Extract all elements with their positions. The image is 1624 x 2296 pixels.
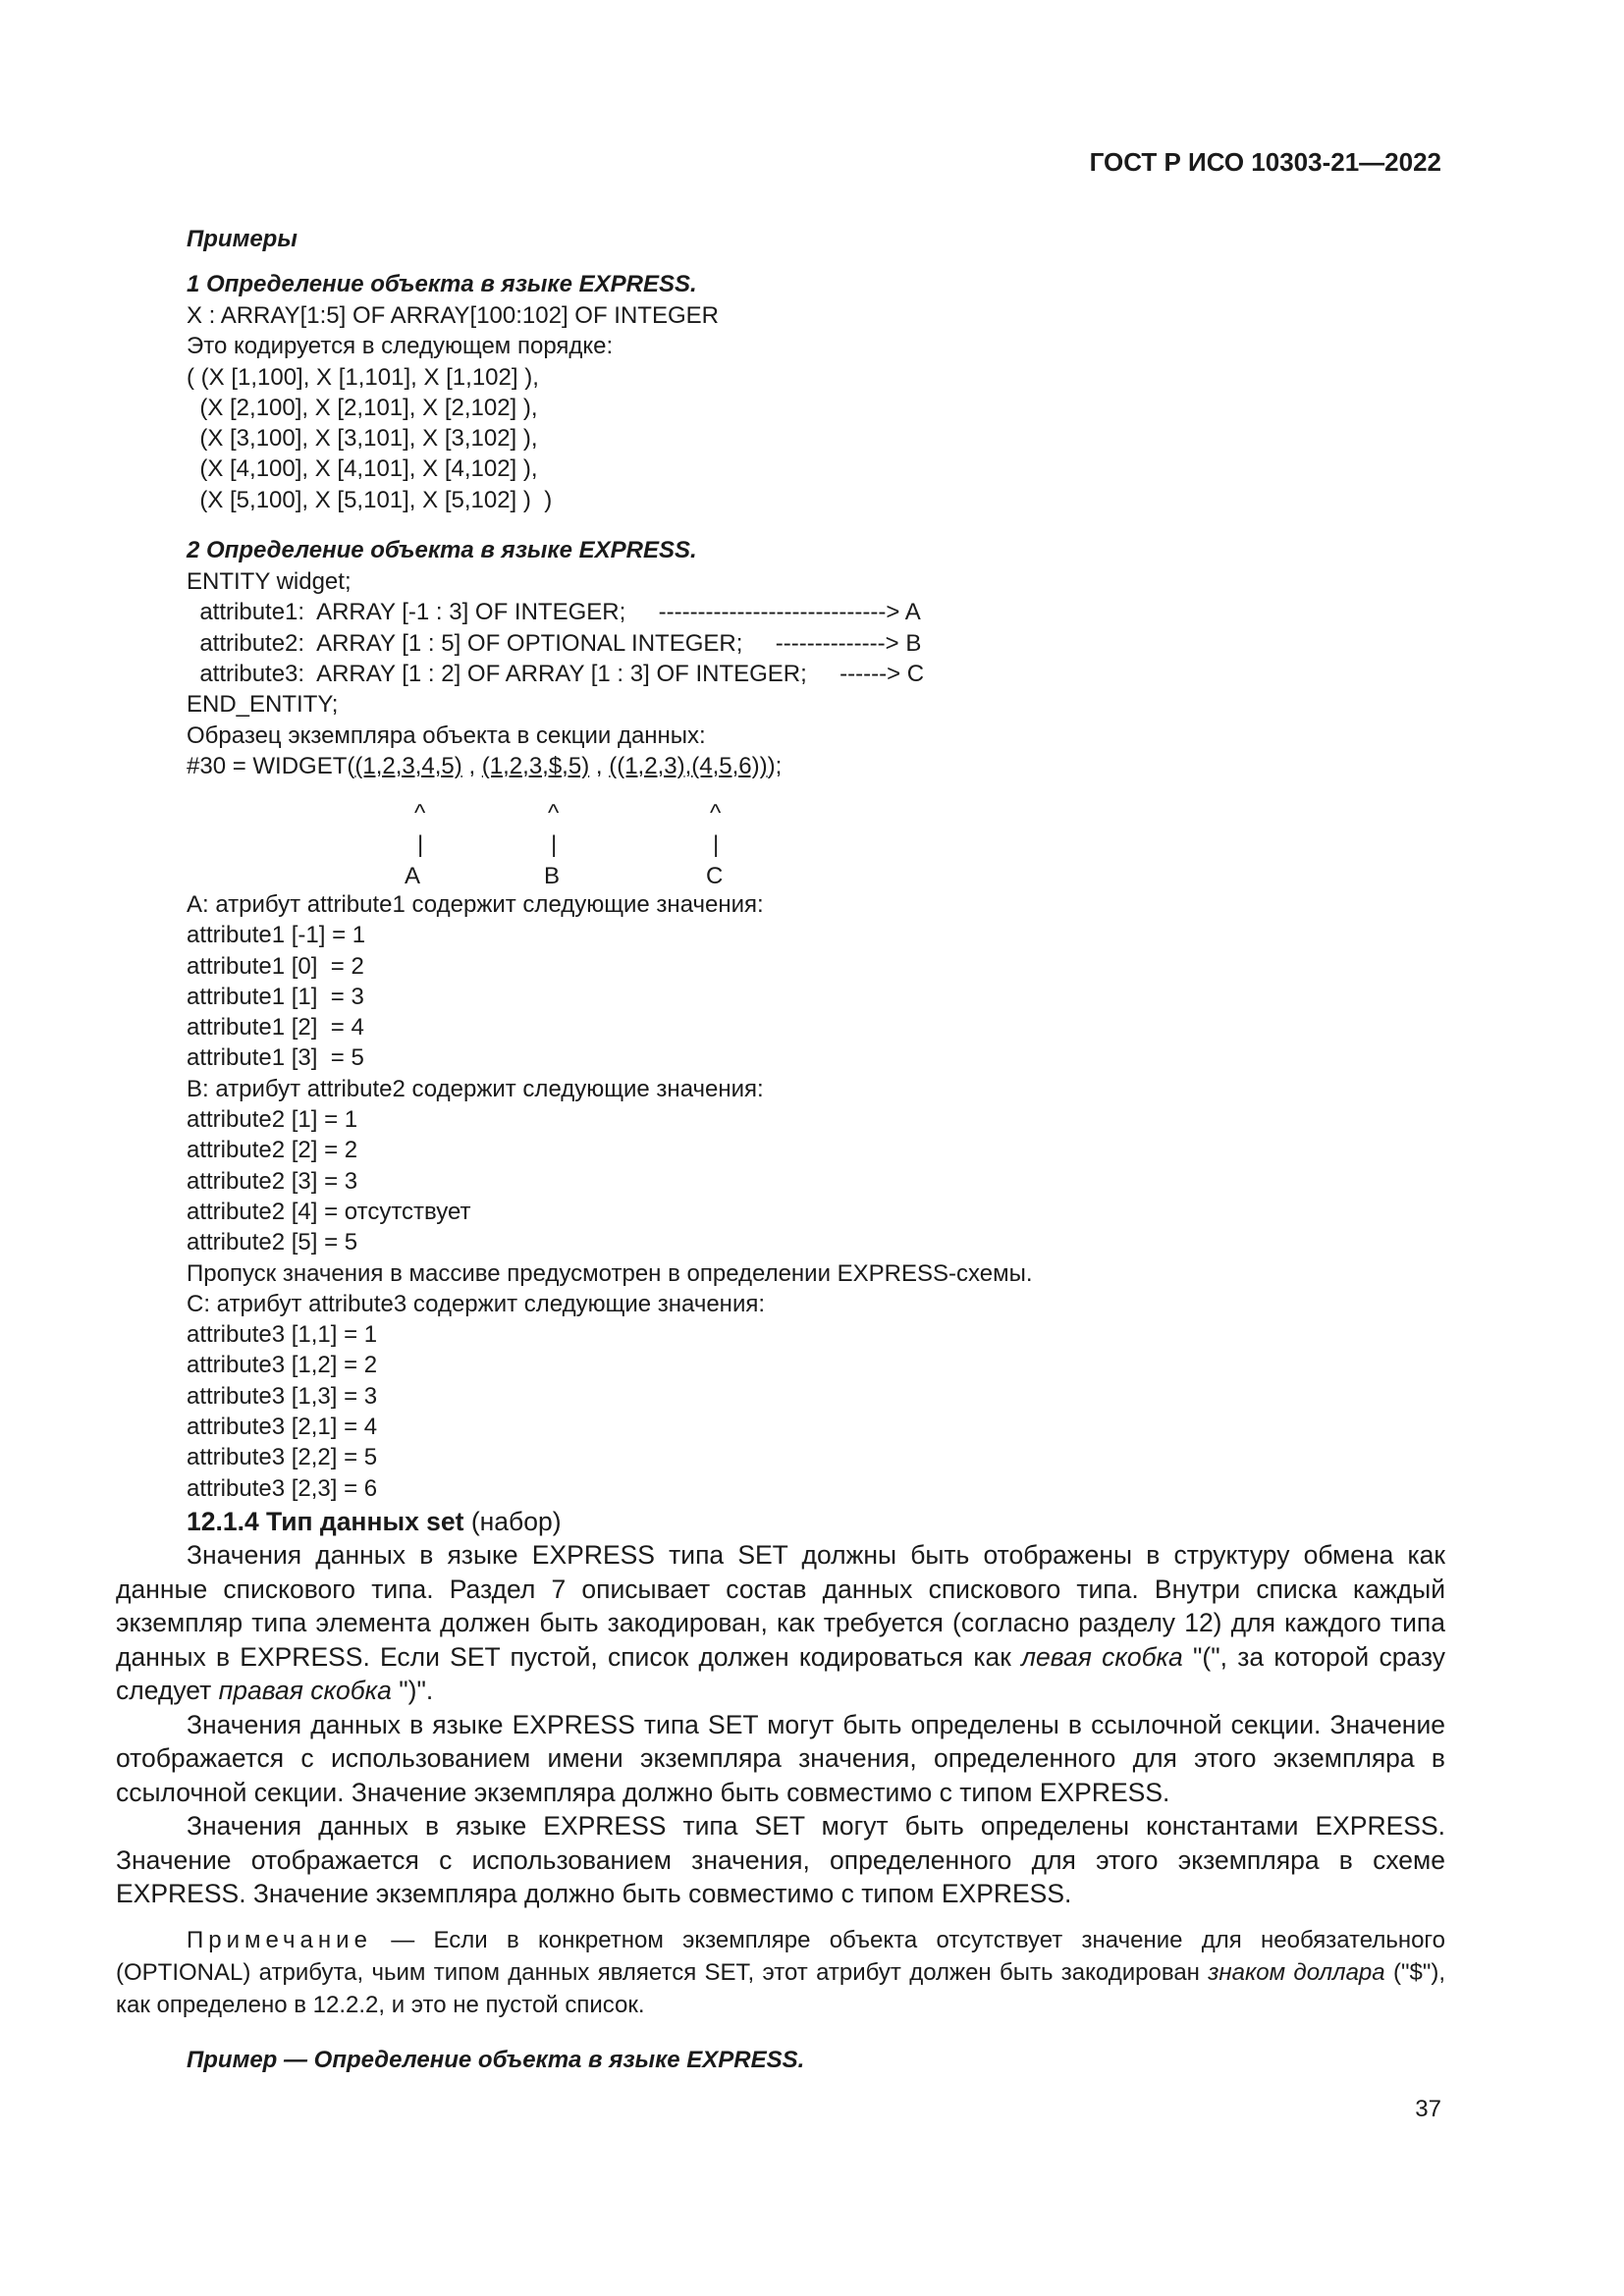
paragraph-1: Значения данных в языке EXPRESS типа SET должны быть отображены в структуру обмена как данные спискового типа. Раздел 7 описывает состав данных спискового типа. Внутри списка каждый экземпляр типа элемента должен быть закодирован, как требуется (согласно разделу 12) для каждого типа данных в EXPRESS. Если SET пустой, список должен кодироваться как левая скобка "(", за которой сразу следует правая скобка ")". bbox=[116, 1540, 1445, 1705]
caret-a: ^ bbox=[414, 800, 426, 827]
instance-part-b: (1,2,3,$,5) bbox=[481, 752, 590, 779]
caret-c: ^ bbox=[710, 800, 722, 827]
value-line: Пропуск значения в массиве предусмотрен в определении EXPRESS-схемы. bbox=[187, 1259, 1033, 1287]
note-label: Примечание bbox=[187, 1927, 372, 1953]
instance-suffix: ); bbox=[767, 752, 783, 779]
code-line: attribute2: ARRAY [1 : 5] OF OPTIONAL INTEGER; --------------> B bbox=[187, 629, 922, 657]
value-line: attribute2 [4] = отсутствует bbox=[187, 1198, 471, 1225]
examples-title: Примеры bbox=[187, 226, 298, 252]
bar-b: | bbox=[551, 831, 558, 858]
body-paragraphs bbox=[116, 1538, 1445, 1911]
code-line: ( (X [1,100], X [1,101], X [1,102] ), bbox=[187, 363, 539, 391]
code-line: (X [3,100], X [3,101], X [3,102] ), bbox=[187, 425, 538, 453]
value-line: attribute1 [-1] = 1 bbox=[187, 922, 366, 949]
page-number: 37 bbox=[1415, 2096, 1441, 2122]
instance-prefix: #30 = WIDGET( bbox=[187, 752, 355, 779]
value-line: attribute2 [1] = 1 bbox=[187, 1106, 358, 1134]
standard-header: ГОСТ Р ИСО 10303-21—2022 bbox=[1089, 147, 1441, 177]
value-line: attribute3 [2,2] = 5 bbox=[187, 1444, 378, 1471]
code-line: Это кодируется в следующем порядке: bbox=[187, 333, 614, 360]
value-line: attribute1 [3] = 5 bbox=[187, 1044, 364, 1072]
code-line: ENTITY widget; bbox=[187, 568, 352, 596]
value-line: C: атрибут attribute3 содержит следующие значения: bbox=[187, 1290, 766, 1317]
value-line: attribute2 [3] = 3 bbox=[187, 1167, 358, 1195]
value-line: attribute1 [1] = 3 bbox=[187, 983, 364, 1010]
section-heading bbox=[187, 1505, 562, 1538]
example3-title: Пример — Определение объекта в языке EXPRESS. bbox=[187, 2047, 805, 2073]
paragraph-3: Значения данных в языке EXPRESS типа SET могут быть определены константами EXPRESS. Значение отображается с использованием значения, определенного для этого экземпляра в схеме EXPRESS. Значение экземпляра должно быть совместимо с типом EXPRESS. bbox=[116, 1811, 1445, 1908]
code-line: (X [2,100], X [2,101], X [2,102] ), bbox=[187, 394, 538, 421]
section-number-title: 12.1.4 Тип данных set bbox=[187, 1507, 464, 1536]
value-line: attribute2 [5] = 5 bbox=[187, 1229, 358, 1256]
value-line: attribute2 [2] = 2 bbox=[187, 1137, 358, 1164]
instance-part-c: ((1,2,3),(4,5,6)) bbox=[609, 752, 768, 779]
instance-sep: , bbox=[589, 752, 610, 779]
code-line: attribute3: ARRAY [1 : 2] OF ARRAY [1 : 3] OF INTEGER; ------> C bbox=[187, 660, 925, 687]
code-line: attribute1: ARRAY [-1 : 3] OF INTEGER; -----------------------------> A bbox=[187, 599, 921, 626]
label-c: C bbox=[706, 863, 724, 889]
value-line: attribute3 [1,1] = 1 bbox=[187, 1321, 378, 1349]
code-line: X : ARRAY[1:5] OF ARRAY[100:102] OF INTEGER bbox=[187, 302, 719, 329]
caret-b: ^ bbox=[548, 800, 560, 827]
section-suffix: (набор) bbox=[463, 1507, 562, 1536]
examples-block bbox=[187, 224, 1443, 781]
value-line: attribute3 [2,3] = 6 bbox=[187, 1474, 378, 1502]
value-line: attribute1 [2] = 4 bbox=[187, 1014, 364, 1041]
example1-title: 1 Определение объекта в языке EXPRESS. bbox=[187, 271, 697, 297]
value-line: attribute3 [1,2] = 2 bbox=[187, 1352, 378, 1379]
paragraph-2: Значения данных в языке EXPRESS типа SET могут быть определены в ссылочной секции. Значение отображается с использованием имени экземпляра значения, определенного для этого экземпляра в ссылочной секции. Значение экземпляра должно быть совместимо с типом EXPRESS. bbox=[116, 1709, 1445, 1807]
code-line: (X [4,100], X [4,101], X [4,102] ), bbox=[187, 455, 538, 483]
code-line: (X [5,100], X [5,101], X [5,102] ) ) bbox=[187, 486, 553, 513]
value-line: attribute3 [2,1] = 4 bbox=[187, 1414, 378, 1441]
bar-a: | bbox=[417, 831, 424, 858]
code-line: END_ENTITY; bbox=[187, 691, 339, 719]
instance-line bbox=[187, 751, 1443, 781]
value-line: A: атрибут attribute1 содержит следующие значения: bbox=[187, 891, 764, 918]
label-b: B bbox=[544, 863, 561, 889]
value-line: B: атрибут attribute2 содержит следующие значения: bbox=[187, 1075, 764, 1102]
value-line: attribute3 [1,3] = 3 bbox=[187, 1382, 378, 1410]
instance-sep: , bbox=[461, 752, 482, 779]
note: Примечание — Если в конкретном экземпляре объекта отсутствует значение для необязательного (OPTIONAL) атрибута, чьим типом данных является SET, этот атрибут должен быть закодирован знаком доллара ("$"), как определено в 12.2.2, и это не пустой список. bbox=[116, 1927, 1445, 2018]
value-line: attribute1 [0] = 2 bbox=[187, 952, 364, 980]
attribute-values bbox=[187, 889, 1443, 1504]
bar-c: | bbox=[713, 831, 720, 858]
code-line: Образец экземпляра объекта в секции данных: bbox=[187, 721, 706, 749]
label-a: A bbox=[405, 863, 421, 889]
example2-title: 2 Определение объекта в языке EXPRESS. bbox=[187, 537, 697, 564]
instance-part-a: (1,2,3,4,5) bbox=[354, 752, 462, 779]
